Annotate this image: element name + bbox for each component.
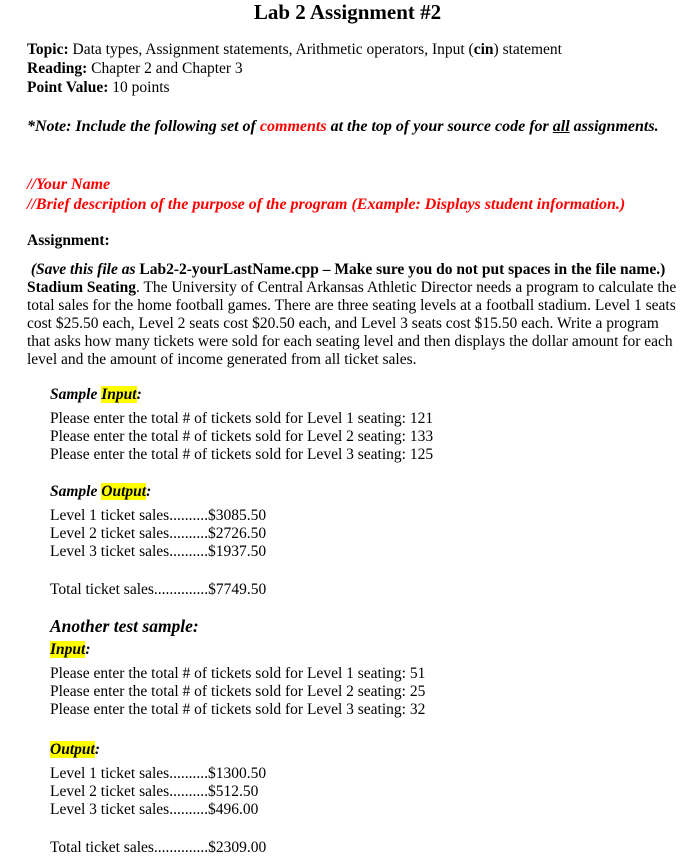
reading-line [27,59,562,78]
sample-output-line: Level 1 ticket sales..........$3085.50 [50,507,267,524]
note-part2: at the top of your source code for [326,118,553,135]
sample-input-head-suffix: : [136,386,142,403]
note-part1: *Note: Include the following set of [27,118,260,135]
sample-input-section [50,386,433,464]
sample-input-line: Please enter the total # of tickets sold for Level 1 seating: 121 [50,410,434,427]
sample-output-head-suffix: : [146,483,152,500]
comments-note [27,117,677,136]
points-value: 10 points [108,79,170,96]
assignment-heading: Assignment: [27,232,110,249]
assignment-body: . The University of Central Arkansas Athletic Director needs a program to calculate the total sales for the home football games. There are three seating levels at a football stadium. Level 1 seats cost $25.50 each, Level 2 seats cost $20.50 each, and Level 3 seats cost $15.50 each. Write a program that asks how many tickets were sold for each seating level and then displays the dollar amount for each level and the amount of income generated from all ticket sales. [27,279,677,368]
points-line [27,78,562,97]
note-comments-word: comments [259,118,327,135]
reading-label: Reading: [27,60,88,77]
another-input-line: Please enter the total # of tickets sold for Level 2 seating: 25 [50,683,426,700]
comment-line-name: //Your Name [27,176,111,193]
sample-input-line: Please enter the total # of tickets sold for Level 2 seating: 133 [50,428,434,445]
another-input-line: Please enter the total # of tickets sold for Level 3 seating: 32 [50,701,426,718]
another-output-section [50,741,266,857]
sample-output-head-highlight: Output [101,483,147,500]
reading-value: Chapter 2 and Chapter 3 [87,60,243,77]
sample-input-head-prefix: Sample [50,386,102,403]
points-label: Point Value: [27,79,109,96]
sample-output-total: Total ticket sales..............$7749.50 [50,581,267,598]
another-input-line: Please enter the total # of tickets sold for Level 1 seating: 51 [50,665,426,682]
another-output-head-suffix: : [94,741,100,758]
note-part3: assignments. [569,118,659,135]
sample-output-line: Level 3 ticket sales..........$1937.50 [50,543,267,560]
assignment-meta [27,40,562,97]
page-title: Lab 2 Assignment #2 [253,0,442,24]
another-input-head-highlight: Input [50,641,86,658]
sample-input-line: Please enter the total # of tickets sold for Level 3 seating: 125 [50,446,434,463]
sample-output-heading [50,483,266,501]
stadium-seating-title: Stadium Seating [27,279,136,296]
topic-value: Data types, Assignment statements, Arithmetic operators, Input ( [68,41,474,58]
comment-template [27,175,625,215]
sample-output-section [50,483,266,599]
another-input-head-suffix: : [85,641,91,658]
sample-output-line: Level 2 ticket sales..........$2726.50 [50,525,267,542]
another-output-line: Level 1 ticket sales..........$1300.50 [50,765,267,782]
save-filename: Lab2-2-yourLastName.cpp – Make sure you do not put spaces in the file name.) [135,261,666,278]
another-output-total: Total ticket sales..............$2309.00 [50,839,267,856]
topic-line [27,40,562,59]
sample-input-head-highlight: Input [101,386,137,403]
assignment-description [27,261,677,369]
sample-output-head-prefix: Sample [50,483,102,500]
sample-input-heading [50,386,433,404]
another-input-heading [50,641,425,659]
note-all-word: all [552,118,570,135]
another-output-head-highlight: Output [50,741,95,758]
topic-label: Topic: [27,41,69,58]
save-prefix: (Save this file as [30,261,136,278]
another-output-heading [50,741,266,759]
topic-end: ) statement [493,41,562,58]
another-test-heading: Another test sample: [50,616,199,636]
comment-line-description: //Brief description of the purpose of the program (Example: Displays student information.) [27,196,626,213]
another-output-line: Level 2 ticket sales..........$512.50 [50,783,259,800]
topic-cin: cin [473,41,494,58]
another-test-section [50,617,425,719]
another-output-line: Level 3 ticket sales..........$496.00 [50,801,259,818]
